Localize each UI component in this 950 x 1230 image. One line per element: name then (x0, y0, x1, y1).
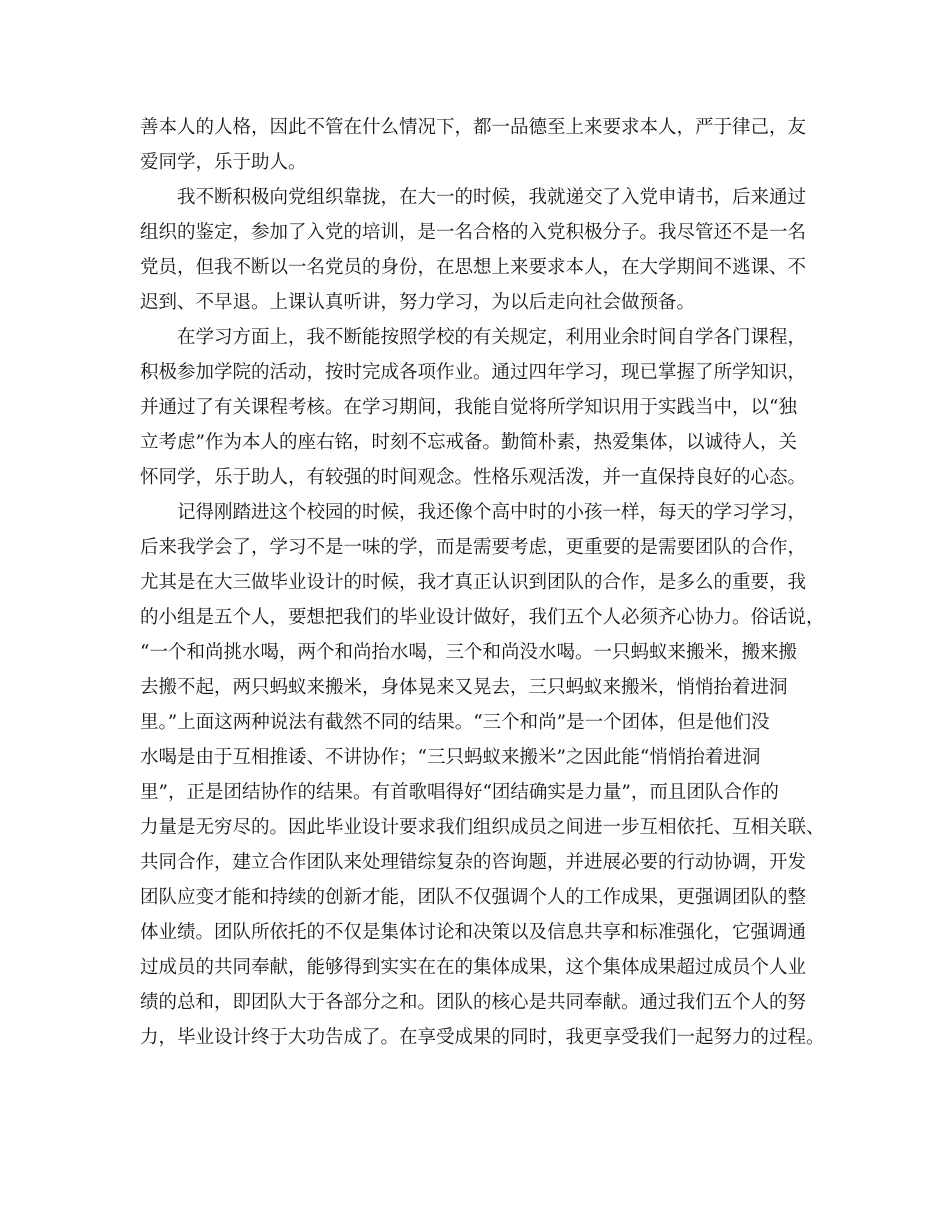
text-line: 共同合作，建立合作团队来处理错综复杂的咨询题，并进展必要的行动协调，开发 (140, 852, 807, 873)
text-line: 团队应变才能和持续的创新才能，团队不仅强调个人的工作成果，更强调团队的整 (140, 887, 807, 908)
text-line: 组织的鉴定，参加了入党的培训，是一名合格的入党积极分子。我尽管还不是一名 (140, 222, 807, 243)
text-line: 迟到、不早退。上课认真听讲，努力学习，为以后走向社会做预备。 (140, 292, 696, 313)
text-line: 立考虑”作为本人的座右铭，时刻不忘戒备。勤简朴素，热爱集体，以诚待人，关 (140, 432, 797, 453)
text-line: 善本人的人格，因此不管在什么情况下，都一品德至上来要求本人，严于律己，友 (140, 117, 807, 138)
text-line: 怀同学，乐于助人，有较强的时间观念。性格乐观活泼，并一直保持良好的心态。 (140, 467, 807, 488)
document-body (140, 110, 825, 1055)
paragraph-first-line: 我不断积极向党组织靠拢，在大一的时候，我就递交了入党申请书，后来通过 (177, 187, 807, 208)
text-line: 过成员的共同奉献，能够得到实实在在的集体成果，这个集体成果超过成员个人业 (140, 957, 807, 978)
text-line: “一个和尚挑水喝，两个和尚抬水喝，三个和尚没水喝。一只蚂蚁来搬米，搬来搬 (140, 642, 797, 663)
text-line: 爱同学，乐于助人。 (140, 152, 307, 173)
text-line: 力量是无穷尽的。因此毕业设计要求我们组织成员之间进一步互相依托、互相关联、 (140, 817, 825, 838)
text-line: 后来我学会了，学习不是一味的学，而是需要考虑，更重要的是需要团队的合作， (140, 537, 807, 558)
text-line: 的小组是五个人，要想把我们的毕业设计做好，我们五个人必须齐心协力。俗话说， (140, 607, 825, 628)
text-line: 里”，正是团结协作的结果。有首歌唱得好“团结确实是力量”，而且团队合作的 (140, 782, 779, 803)
paragraph-first-line: 在学习方面上，我不断能按照学校的有关规定，利用业余时间自学各门课程， (177, 327, 807, 348)
paragraph-first-line: 记得刚踏进这个校园的时候，我还像个高中时的小孩一样，每天的学习学习， (177, 502, 807, 523)
text-line: 尤其是在大三做毕业设计的时候，我才真正认识到团队的合作，是多么的重要，我 (140, 572, 807, 593)
text-line: 水喝是由于互相推诿、不讲协作；“三只蚂蚁来搬米”之因此能“悄悄抬着进洞 (140, 747, 761, 768)
text-line: 并通过了有关课程考核。在学习期间，我能自觉将所学知识用于实践当中，以“独 (140, 397, 797, 418)
text-line: 体业绩。团队所依托的不仅是集体讨论和决策以及信息共享和标准强化，它强调通 (140, 922, 807, 943)
text-line: 里。”上面这两种说法有截然不同的结果。“三个和尚”是一个团体，但是他们没 (140, 712, 770, 733)
text-line: 去搬不起，两只蚂蚁来搬米，身体晃来又晃去，三只蚂蚁来搬米，悄悄抬着进洞 (140, 677, 788, 698)
text-line: 力，毕业设计终于大功告成了。在享受成果的同时，我更享受我们一起努力的过程。 (140, 1027, 825, 1048)
text-line: 积极参加学院的活动，按时完成各项作业。通过四年学习，现已掌握了所学知识， (140, 362, 807, 383)
text-line: 党员，但我不断以一名党员的身份，在思想上来要求本人，在大学期间不逃课、不 (140, 257, 807, 278)
text-line: 绩的总和，即团队大于各部分之和。团队的核心是共同奉献。通过我们五个人的努 (140, 992, 807, 1013)
